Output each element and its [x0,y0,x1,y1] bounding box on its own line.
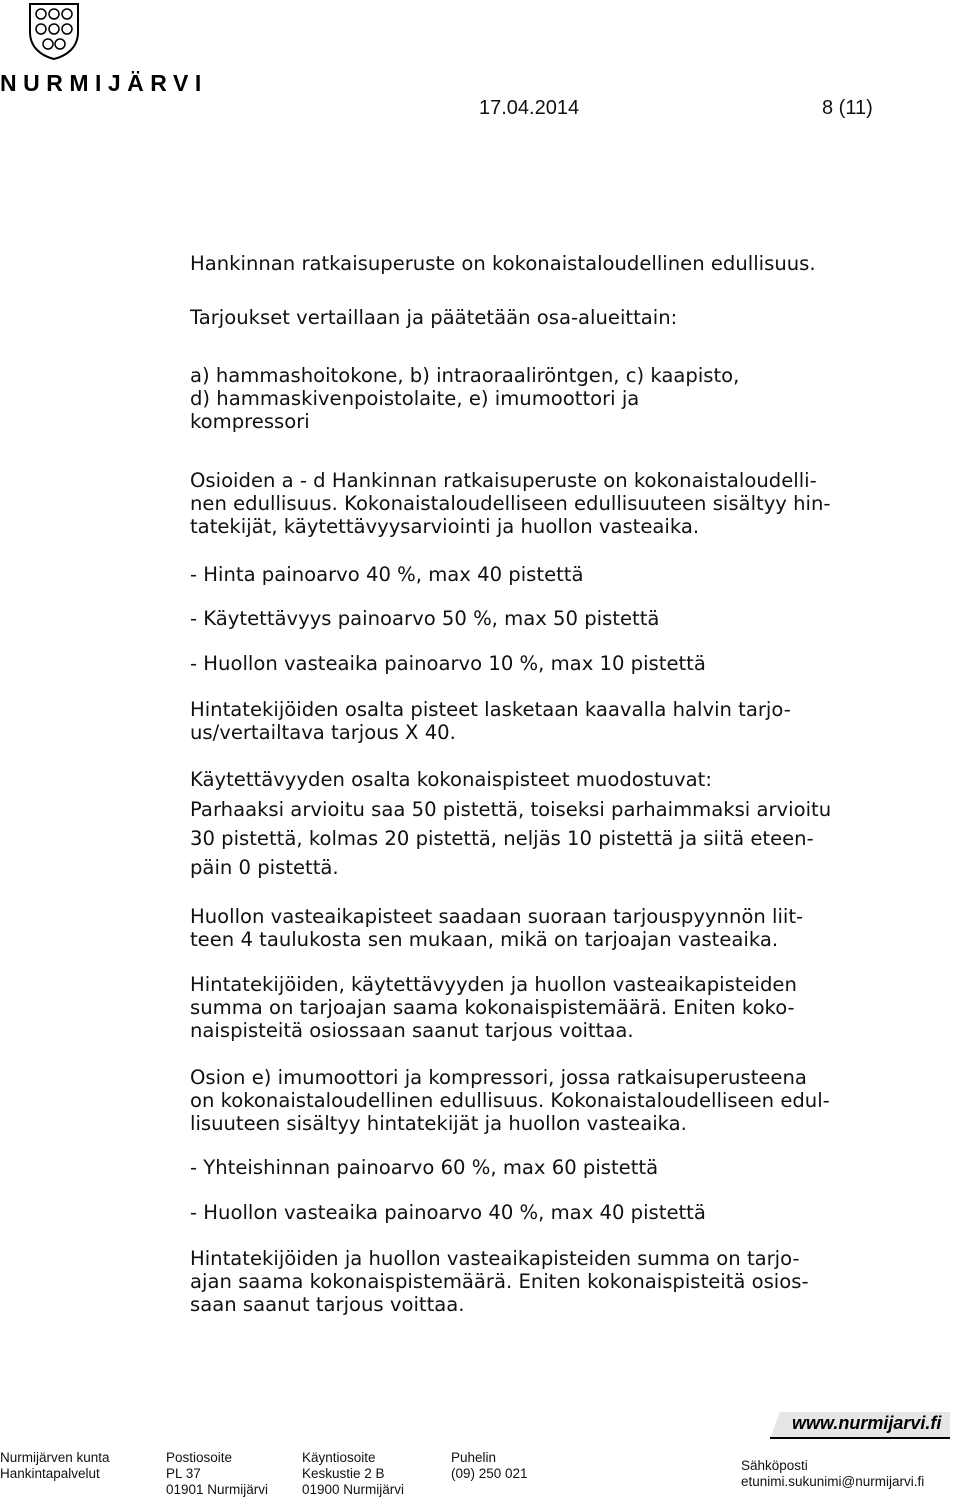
paragraph: Hintatekijöiden ja huollon vasteaikapisteiden summa on tarjo- ajan saama kokonaispistemäärä. Eniten kokonaispisteitä osios- saan saanut tarjous voittaa. [190,1247,809,1316]
footer-text: Nurmijärven kunta [0,1450,110,1465]
page-number: 8 (11) [822,97,873,119]
logo-wordmark: NURMIJÄRVI [0,70,208,96]
footer-column-email [741,1458,924,1490]
crest-icon [28,2,80,60]
website-link[interactable] [770,1410,950,1440]
paragraph: Parhaaksi arvioitu saa 50 pistettä, toiseksi parhaimmaksi arvioitu [190,798,832,821]
footer-label: Käyntiosoite [302,1450,376,1465]
list-item: - Yhteishinnan painoarvo 60 %, max 60 pistettä [190,1156,659,1179]
list-item: - Huollon vasteaika painoarvo 40 %, max 40 pistettä [190,1201,706,1224]
list-item: - Hinta painoarvo 40 %, max 40 pistettä [190,563,584,586]
list-item: - Käytettävyys painoarvo 50 %, max 50 pistettä [190,607,660,630]
email-link[interactable]: etunimi.sukunimi@nurmijarvi.fi [741,1474,925,1489]
municipality-logo [0,0,250,100]
website-url[interactable]: www.nurmijarvi.fi [792,1413,942,1433]
footer-text: (09) 250 021 [451,1466,528,1481]
footer-text: 01901 Nurmijärvi [166,1482,269,1497]
paragraph: Huollon vasteaikapisteet saadaan suoraan tarjouspyynnön liit- teen 4 taulukosta sen mukaan, mikä on tarjoajan vasteaika. [190,905,804,951]
footer-label: Sähköposti [741,1458,808,1473]
paragraph: Osioiden a - d Hankinnan ratkaisuperuste on kokonaistaloudelli- nen edullisuus. Kokonaistaloudelliseen edullisuuteen sisältyy hin- tatekijät, käytettävyysarviointi ja huollon vasteaika. [190,469,831,538]
footer-column-postal-address [166,1450,268,1498]
footer-label: Postiosoite [166,1450,233,1465]
paragraph: Hintatekijöiden, käytettävyyden ja huollon vasteaikapisteiden summa on tarjoajan saama kokonaispistemäärä. Eniten koko- naispisteitä osiossaan saanut tarjous voittaa. [190,973,797,1042]
paragraph: Osion e) imumoottori ja kompressori, jossa ratkaisuperusteena on kokonaistaloudellinen edullisuus. Kokonaistaloudelliseen edul- lisuuteen sisältyy hintatekijät ja huollon vasteaika. [190,1066,830,1135]
footer-label: Puhelin [451,1450,497,1465]
footer-text: Keskustie 2 B [302,1466,385,1481]
document-date: 17.04.2014 [479,97,580,119]
footer-column-phone [451,1450,528,1482]
paragraph: Tarjoukset vertaillaan ja päätetään osa-alueittain: [190,306,678,329]
paragraph: Hankinnan ratkaisuperuste on kokonaistaloudellinen edullisuus. [190,252,816,275]
list-item: - Huollon vasteaika painoarvo 10 %, max 10 pistettä [190,652,706,675]
paragraph: Hintatekijöiden osalta pisteet lasketaan kaavalla halvin tarjo- us/vertailtava tarjous X 40. [190,698,791,744]
footer-text: Hankintapalvelut [0,1466,100,1481]
footer-column-visiting-address [302,1450,404,1498]
paragraph: a) hammashoitokone, b) intraoraaliröntgen, c) kaapisto, d) hammaskivenpoistolaite, e) imumoottori ja kompressori [190,364,740,433]
footer-text: 01900 Nurmijärvi [302,1482,405,1497]
footer-text: PL 37 [166,1466,201,1481]
paragraph: Käytettävyyden osalta kokonaispisteet muodostuvat: [190,768,712,791]
paragraph: päin 0 pistettä. [190,856,339,879]
paragraph: 30 pistettä, kolmas 20 pistettä, neljäs 10 pistettä ja siitä eteen- [190,827,814,850]
footer-column-organization [0,1450,110,1482]
